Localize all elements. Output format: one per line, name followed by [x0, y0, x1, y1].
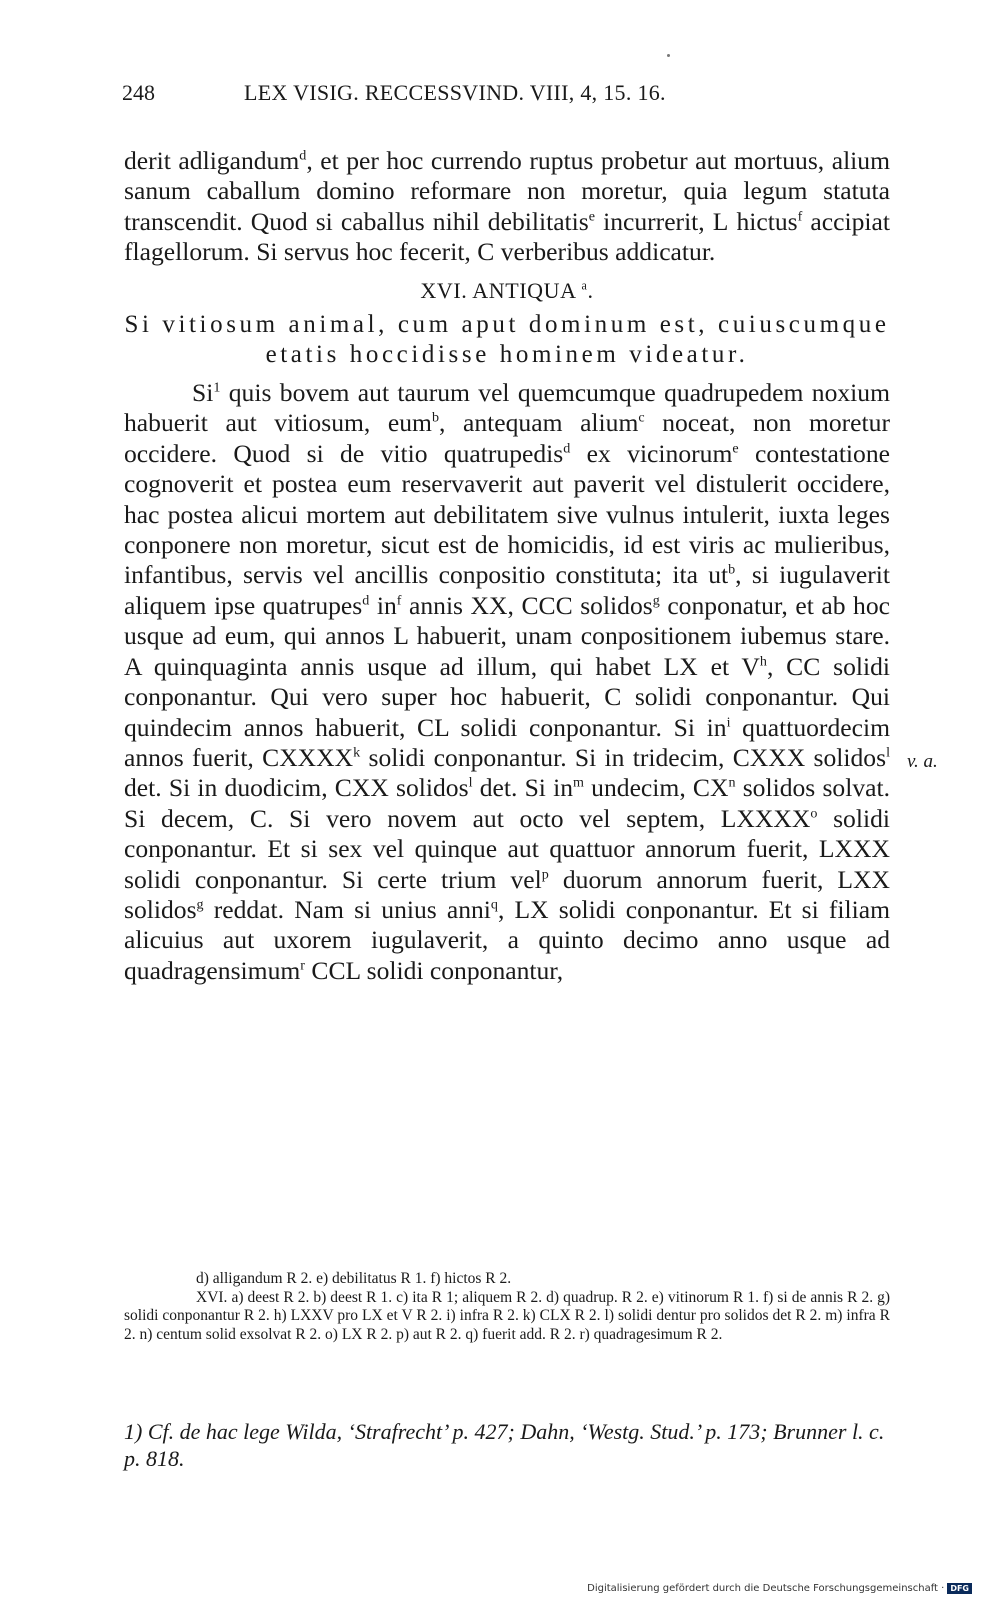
- footnote-marker: d: [362, 592, 370, 609]
- running-title: LEX VISIG. RECCESSVIND. VIII, 4, 15. 16.: [244, 80, 666, 105]
- roman-numeral: C: [477, 237, 495, 267]
- text-run: , antequam alium: [439, 408, 639, 438]
- section-rubric: Si vitiosum animal, cum aput dominum est, cuiuscumque etatis hoccidisse hominem videatur.: [124, 311, 890, 369]
- text-run: hictus: [728, 206, 798, 236]
- text-run: noceat, non moretur occidere. Quod si de vitio quatrupedis: [124, 408, 890, 468]
- footnote-marker: g: [196, 896, 204, 913]
- text-run: , LX solidi conponantur. Et si filiam alicuius aut uxorem iugulaverit, a quinto decimo anno usque ad quadragensimum: [124, 894, 890, 985]
- margin-note: v. a.: [907, 751, 938, 772]
- footnote-marker: e: [732, 440, 739, 457]
- footnote-marker: i: [726, 713, 731, 730]
- text-run: det. Si in duodicim, CXX solidos: [124, 773, 469, 803]
- main-text: [124, 146, 890, 986]
- footnote-marker: f: [797, 208, 803, 225]
- text-run: duorum annorum fuerit, LXX solidos: [124, 864, 890, 924]
- footnote-marker: l: [886, 744, 890, 761]
- text-run: conponatur, et ab hoc usque ad eum, qui annos L habuerit, unam conpositionem iubemus stare. A quinquaginta annis usque ad illum, qui habet LX et V: [124, 590, 891, 681]
- text-run: in: [369, 590, 397, 620]
- text-run: Si: [192, 378, 214, 408]
- footnote-marker: 1: [213, 379, 221, 396]
- footnote-marker: c: [638, 409, 645, 426]
- footnote-marker: q: [490, 896, 498, 913]
- text-run: contestatione cognoverit et postea eum reservaverit aut paverit vel distulerit occidere, hac postea alicui mortem aut debilitatem sive vulnus intulerit, iuxta leges conponere non moretur, sicut est de homicidis, id est viris ac mulieribus, infantibus, servis vel ancillis conpositio constituta; ita ut: [124, 438, 890, 590]
- footnote-marker: f: [396, 592, 402, 609]
- text-run: reddat. Nam si unius anni: [203, 894, 491, 924]
- footnote-marker: d: [563, 440, 571, 457]
- footnote-marker: r: [300, 957, 305, 974]
- paragraph-continuation: [124, 146, 890, 268]
- apparatus-line: d) alligandum R 2. e) debilitatus R 1. f) hictos R 2.: [196, 1270, 512, 1287]
- text-run: annis XX, CCC solidos: [401, 590, 653, 620]
- footnote-marker: k: [353, 744, 361, 761]
- text-run: derit adligandum: [124, 146, 300, 175]
- critical-apparatus: [124, 1270, 890, 1344]
- dfg-logo: DFG: [947, 1583, 972, 1594]
- footnote-marker: d: [299, 147, 307, 164]
- footnote-marker: n: [728, 774, 736, 791]
- text-run: solidos solvat. Si decem, C. Si vero novem aut octo vel septem, LXXXX: [124, 773, 890, 833]
- digitization-credit: [587, 1583, 972, 1594]
- text-run: verberibus addicatur.: [494, 237, 716, 267]
- footnote-marker: b: [431, 409, 439, 426]
- text-run: ex vicinorum: [570, 438, 733, 468]
- text-run: quis bovem aut taurum vel quemcumque quadrupedem noxium habuerit aut vitiosum, eum: [124, 378, 890, 438]
- footnote-marker: g: [652, 592, 660, 609]
- scan-speck: [667, 54, 670, 57]
- text-run: solidi conponantur. Et si sex vel quinque aut quattuor annorum fuerit, LXXX solidi conponantur. Si certe trium vel: [124, 803, 890, 894]
- text-run: quattuordecim annos fuerit, CXXXX: [124, 712, 890, 772]
- paragraph-law-text: [124, 378, 890, 986]
- section-heading: [124, 276, 890, 306]
- section-heading-text: XVI. ANTIQUA: [420, 277, 576, 303]
- footnote-marker: o: [810, 805, 818, 822]
- footnote-marker: h: [759, 653, 767, 670]
- text-run: , et per hoc currendo ruptus probetur aut mortuus, alium sanum caballum domino reformare non moretur, quia legum statuta transcendit. Quod si caballus nihil debilitatis: [124, 146, 890, 236]
- text-run: accipiat flagellorum. Si servus hoc fecerit,: [124, 206, 890, 267]
- footnote-marker: a: [581, 278, 588, 293]
- text-run: CCL solidi conponantur,: [304, 955, 564, 985]
- footnote-marker: m: [573, 774, 584, 791]
- credit-text: Digitalisierung gefördert durch die Deutsche Forschungsgemeinschaft ·: [587, 1583, 945, 1594]
- text-run: undecim, CX: [583, 773, 729, 803]
- roman-numeral: L: [712, 206, 729, 236]
- section-heading-end: .: [587, 277, 594, 303]
- text-run: solidi conponantur. Si in tridecim, CXXX solidos: [360, 742, 887, 772]
- footnote-marker: l: [468, 774, 473, 791]
- footnote-marker: b: [728, 561, 736, 578]
- apparatus-line: XVI. a) deest R 2. b) deest R 1. c) ita R 1; aliquem R 2. d) quadrup. R 2. e) vitinorum R 1. f) si de annis R 2. g) solidi conponantur R 2. h) LXXV pro LX et V R 2. i) infra R 2. k) CLX R 2. l) solidi dentur pro solidos det R 2. m) infra R 2. n) centum solid exsolvat R 2. o) LX R 2. p) aut R 2. q) fuerit add. R 2. r) quadragesimum R 2.: [124, 1288, 890, 1343]
- text-run: , si iugulaverit aliquem ipse quatrupes: [124, 560, 891, 620]
- footnote-marker: e: [588, 208, 595, 225]
- text-run: det. Si in: [472, 773, 574, 803]
- footnote: 1) Cf. de hac lege Wilda, ‘Strafrecht’ p. 427; Dahn, ‘Westg. Stud.’ p. 173; Brunner l. c. p. 818.: [124, 1419, 885, 1471]
- footnote-marker: p: [541, 866, 549, 882]
- page-number: 248: [122, 80, 155, 105]
- text-run: incurrerit,: [595, 206, 713, 236]
- text-run: , CC solidi conponantur. Qui vero super hoc habuerit, C solidi conponantur. Qui quindecim annos habuerit, CL solidi conponantur. Si in: [124, 651, 890, 742]
